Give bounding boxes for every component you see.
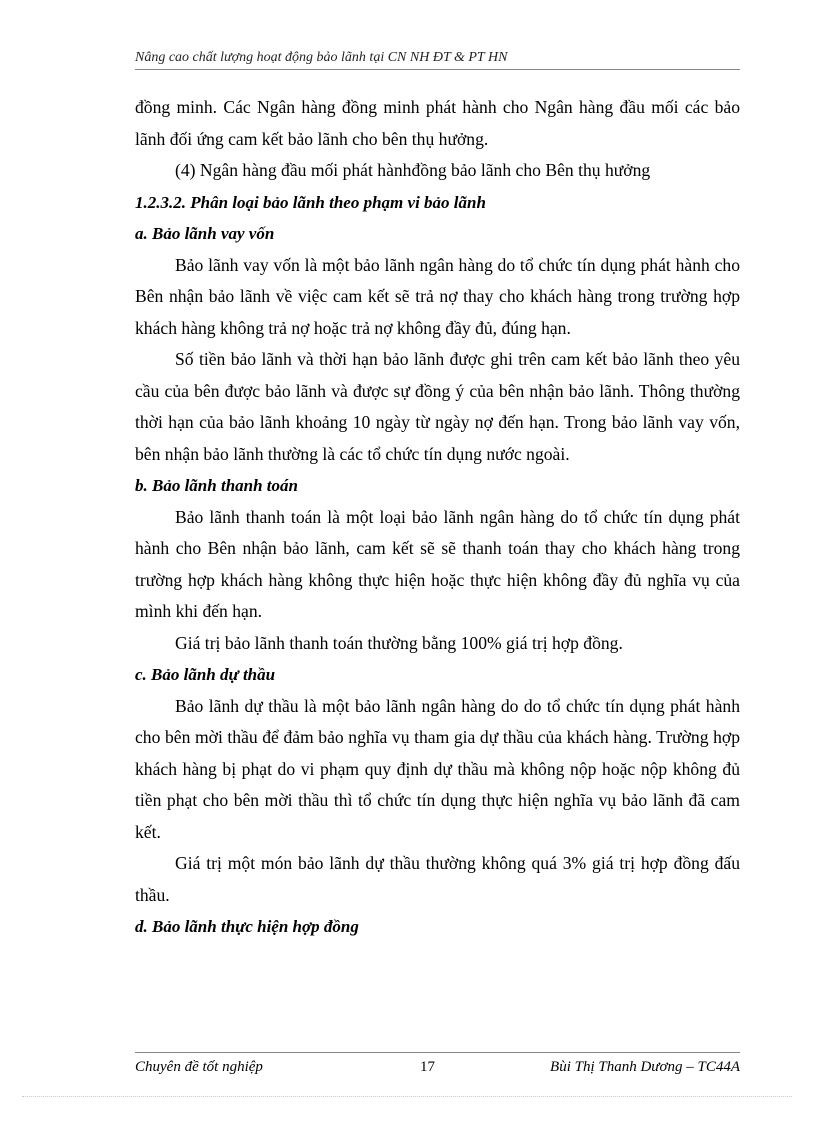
- footer-author: Bùi Thị Thanh Dương – TC44A: [550, 1059, 740, 1075]
- header-title: Nâng cao chất lượng hoạt động bảo lãnh tại CN NH ĐT & PT HN: [135, 50, 508, 65]
- subheading-performance-guarantee: d. Bảo lãnh thực hiện hợp đồng: [135, 917, 359, 936]
- page-bottom-divider: [22, 1096, 792, 1097]
- paragraph-bid-guarantee-definition: Bảo lãnh dự thầu là một bảo lãnh ngân hàng do do tổ chức tín dụng phát hành cho bên mời thầu để đảm bảo nghĩa vụ tham gia dự thầu của khách hàng. Trường hợp khách hàng bị phạt do vi phạm quy định dự thầu mà không nộp hoặc nộp không đủ tiền phạt cho bên mời thầu thì tổ chức tín dụng thực hiện nghĩa vụ bảo lãnh đã cam kết.: [135, 695, 740, 842]
- paragraph-loan-guarantee-amount: Số tiền bảo lãnh và thời hạn bảo lãnh được ghi trên cam kết bảo lãnh theo yêu cầu của bên được bảo lãnh và được sự đồng ý của bên nhận bảo lãnh. Thông thường thời hạn của bảo lãnh khoảng 10 ngày từ ngày nợ đến hạn. Trong bảo lãnh vay vốn, bên nhận bảo lãnh thường là các tổ chức tín dụng nước ngoài.: [135, 349, 740, 464]
- page-footer: [135, 1052, 740, 1081]
- document-body: [135, 92, 740, 943]
- paragraph-payment-guarantee-definition: Bảo lãnh thanh toán là một loại bảo lãnh ngân hàng do tổ chức tín dụng phát hành cho Bên nhận bảo lãnh, cam kết sẽ sẽ thanh toán thay cho khách hàng trong trường hợp khách hàng không thực hiện hoặc thực hiện không đầy đủ nghĩa vụ của mình khi đến hạn.: [135, 506, 740, 621]
- subheading-payment-guarantee: b. Bảo lãnh thanh toán: [135, 476, 298, 495]
- page-number: 17: [420, 1059, 435, 1075]
- section-heading: 1.2.3.2. Phân loại bảo lãnh theo phạm vi bảo lãnh: [135, 192, 486, 212]
- footer-left-text: Chuyên đề tốt nghiệp: [135, 1059, 263, 1075]
- paragraph-payment-guarantee-value: Giá trị bảo lãnh thanh toán thường bằng 100% giá trị hợp đồng.: [175, 632, 623, 653]
- subheading-bid-guarantee: c. Bảo lãnh dự thầu: [135, 665, 276, 684]
- paragraph-item-4: (4) Ngân hàng đầu mối phát hànhđồng bảo lãnh cho Bên thụ hưởng: [175, 160, 651, 180]
- paragraph-continuation: đồng minh. Các Ngân hàng đồng minh phát hành cho Ngân hàng đầu mối các bảo lãnh đối ứng cam kết bảo lãnh cho bên thụ hưởng.: [135, 97, 740, 149]
- paragraph-bid-guarantee-value: Giá trị một món bảo lãnh dự thầu thường không quá 3% giá trị hợp đồng đấu thầu.: [135, 853, 740, 905]
- page-header: [135, 50, 740, 70]
- subheading-loan-guarantee: a. Bảo lãnh vay vốn: [135, 224, 275, 243]
- paragraph-loan-guarantee-definition: Bảo lãnh vay vốn là một bảo lãnh ngân hàng do tổ chức tín dụng phát hành cho Bên nhận bảo lãnh về việc cam kết sẽ trả nợ thay cho khách hàng trong trường hợp khách hàng không trả nợ hoặc trả nợ không đầy đủ, đúng hạn.: [135, 254, 740, 338]
